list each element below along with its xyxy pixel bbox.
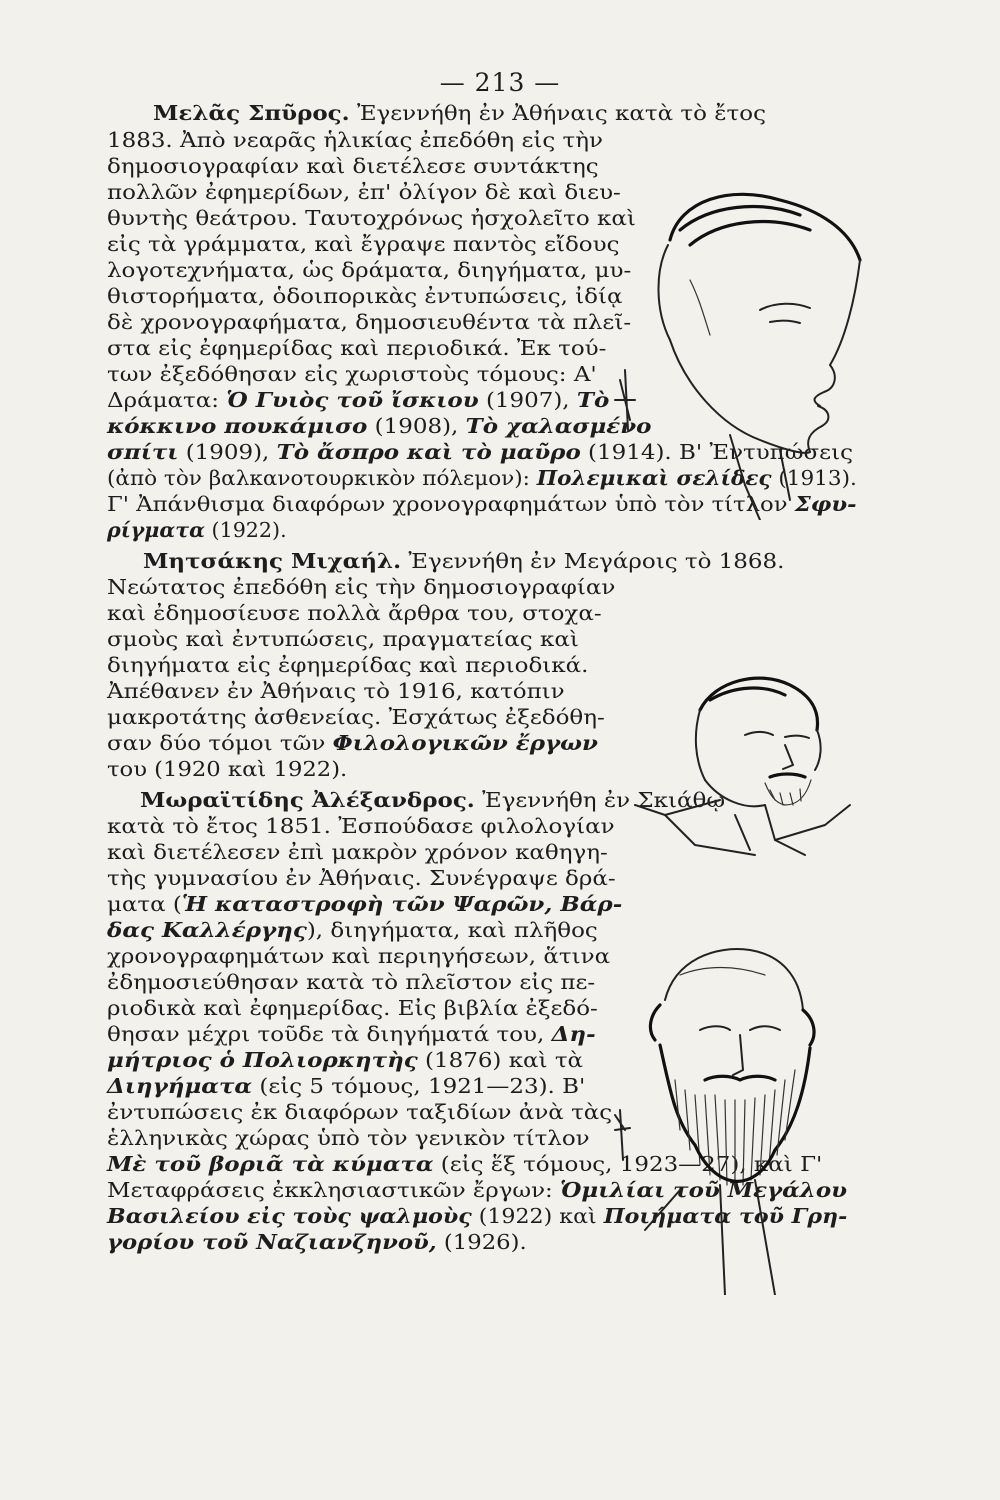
text-run: χρονογραφημάτων καὶ περιηγήσεων, ἅτινα [107,944,611,968]
text-run: θιστορήματα, ὁδοιπορικὰς ἐντυπώσεις, ἰδίᾳ [107,284,623,308]
text-line [107,1047,583,1073]
text-run: Δράματα: [107,388,227,412]
text-line [107,574,615,600]
text-line [107,1099,612,1125]
text-run: (1922). [204,518,287,542]
text-line [107,756,347,782]
text-run: διηγήματα εἰς ἐφημερίδας καὶ περιοδικά. [107,653,589,677]
work-title: Διηγήματα [107,1074,253,1098]
text-line [107,335,606,361]
text-line [107,943,610,969]
text-run: των ἐξεδόθησαν εἰς χωριστοὺς τόμους: Α' [107,362,597,386]
text-line [107,127,603,153]
entry-name: Μελᾶς Σπῦρος. [153,101,350,125]
text-line [107,652,588,678]
text-run: στα εἰς ἐφημερίδας καὶ περιοδικά. Ἐκ τού- [107,336,607,360]
text-run: 1883. Ἀπὸ νεαρᾶς ἡλικίας ἐπεδόθη εἰς τὴν [107,128,603,152]
text-run: δημοσιογραφίαν καὶ διετέλεσε συντάκτης [107,154,599,178]
work-title: Φιλολογικῶν ἔργων [332,731,598,755]
text-run: εἰς τὰ γράμματα, καὶ ἔγραψε παντὸς εἴδους [107,232,620,256]
text-run: (εἰς ἕξ τόμους, 1923—27), καὶ Γ' [433,1152,823,1176]
work-title: Ποιήματα τοῦ Γρη- [603,1204,848,1228]
work-title: Βασιλείου εἰς τοὺς ψαλμοὺς [107,1204,472,1228]
text-run: Γ' Ἀπάνθισμα διαφόρων χρονογραφημάτων ὑπὸ τὸν τίτλον [107,492,795,516]
text-run: (1908), [367,414,466,438]
text-run: (1922) καὶ [471,1204,604,1228]
text-line [107,865,616,891]
text-line [153,100,766,126]
text-run: ἐδημοσιεύθησαν κατὰ τὸ πλεῖστον εἰς πε- [107,970,596,994]
work-title: γορίου τοῦ Ναζιανζηνοῦ, [107,1230,437,1254]
text-run: (1909), [178,440,277,464]
text-run: καὶ διετέλεσεν ἐπὶ μακρὸν χρόνον καθηγη- [107,840,608,864]
text-line [107,1073,585,1099]
text-line [107,969,595,995]
text-line [107,891,622,917]
text-run: Ἐγεννήθη ἐν Μεγάροις τὸ 1868. [401,549,785,573]
text-run: λογοτεχνήματα, ὡς δράματα, διηγήματα, μυ- [107,258,632,282]
text-run: θυντὴς θεάτρου. Ταυτοχρόνως ἠσχολεῖτο καὶ [107,206,636,230]
text-line [107,917,598,943]
text-run: (ἀπὸ τὸν βαλκανοτουρκικὸν πόλεμον): [107,466,537,490]
work-title: Τὸ ἄσπρο καὶ τὸ μαῦρο [276,440,581,464]
text-run: ἐντυπώσεις ἐκ διαφόρων ταξιδίων ἀνὰ τὰς [107,1100,613,1124]
text-line [107,517,287,543]
text-run: (1913). [771,466,857,490]
text-line [107,704,605,730]
work-title: Πολεμικαὶ σελίδες [536,466,772,490]
text-run: κατὰ τὸ ἔτος 1851. Ἐσπούδασε φιλολογίαν [107,814,615,838]
text-line [107,231,619,257]
text-run: σαν δύο τόμοι τῶν [107,731,333,755]
work-title: Τὸ χαλασμένο [465,414,652,438]
text-line [107,153,599,179]
text-line [107,257,631,283]
work-title: Τὸ [576,388,610,412]
work-title: μήτριος ὁ Πολιορκητὴς [107,1048,418,1072]
text-run: Ἐγεννήθη ἐν Ἀθήναις κατὰ τὸ ἔτος [349,101,766,125]
page-number: — 213 — [439,68,561,97]
portrait-sketch [625,665,875,860]
text-run: Ἐγεννήθη ἐν Σκιάθῳ [474,788,726,812]
text-run: ριοδικὰ καὶ ἐφημερίδας. Εἰς βιβλία ἐξεδό- [107,996,598,1020]
text-run: ), διηγήματα, καὶ πλῆθος [306,918,598,942]
text-run: Μεταφράσεις ἐκκλησιαστικῶν ἔργων: [107,1178,561,1202]
text-line [107,387,609,413]
work-title: κόκκινο πουκάμισο [107,414,368,438]
text-run: θησαν μέχρι τοῦδε τὰ διηγήματά του, [107,1022,552,1046]
text-run: πολλῶν ἐφημερίδων, ἐπ' ὀλίγον δὲ καὶ διευ- [107,180,621,204]
text-line [107,283,623,309]
text-line [107,995,598,1021]
text-run: Νεώτατος ἐπεδόθη εἰς τὴν δημοσιογραφίαν [107,575,616,599]
text-run: (εἰς 5 τόμους, 1921—23). Β' [252,1074,586,1098]
text-run: σμοὺς καὶ ἐντυπώσεις, πραγματείας καὶ [107,627,579,651]
text-run: καὶ ἐδημοσίευσε πολλὰ ἄρθρα του, στοχα- [107,601,602,625]
portrait-sketch [605,930,830,1295]
entry-name: Μητσάκης Μιχαήλ. [143,549,402,573]
text-line [107,813,615,839]
work-title: σπίτι [107,440,179,464]
text-line [107,626,579,652]
text-run: του (1920 καὶ 1922). [107,757,348,781]
entry-name: Μωραϊτίδης Ἀλέξανδρος. [140,788,475,812]
text-line [107,839,608,865]
text-line [107,179,621,205]
work-title: Ὁ Γυιὸς τοῦ ἴσκιου [226,388,479,412]
text-run: μακροτάτης ἀσθενείας. Ἐσχάτως ἐξεδόθη- [107,705,605,729]
work-title: Ἡ καταστροφὴ τῶν Ψαρῶν, Βάρ- [181,892,623,916]
work-title: δας Καλλέργης [107,918,307,942]
text-run: ἑλληνικὰς χώρας ὑπὸ τὸν γενικὸν τίτλον [107,1126,590,1150]
portrait-sketch [610,170,880,520]
text-line [107,309,631,335]
text-run: ματα ( [107,892,182,916]
text-line [143,548,784,574]
text-run: (1876) καὶ τὰ [417,1048,584,1072]
text-line [107,1021,596,1047]
text-line [107,1125,590,1151]
work-title: Σφυ- [794,492,857,516]
text-run: τὴς γυμνασίου ἐν Ἀθήναις. Συνέγραψε δρά- [107,866,616,890]
work-title: Δη- [551,1022,596,1046]
text-run: (1926). [436,1230,527,1254]
text-line [107,600,602,626]
text-run: (1914). Β' Ἐντυπώσεις [580,440,853,464]
text-run: (1907), [478,388,577,412]
work-title: Ὁμιλίαι τοῦ Μεγάλου [560,1178,848,1202]
text-line [107,413,651,439]
text-line [107,205,636,231]
text-run: Ἀπέθανεν ἐν Ἀθήναις τὸ 1916, κατόπιν [107,679,565,703]
text-run: δὲ χρονογραφήματα, δημοσιευθέντα τὰ πλεῖ- [107,310,632,334]
text-line [107,361,597,387]
work-title: Μὲ τοῦ βοριᾶ τὰ κύματα [107,1152,434,1176]
text-line [107,1229,527,1255]
work-title: ρίγματα [107,518,205,542]
text-line [107,678,565,704]
text-line [107,730,598,756]
